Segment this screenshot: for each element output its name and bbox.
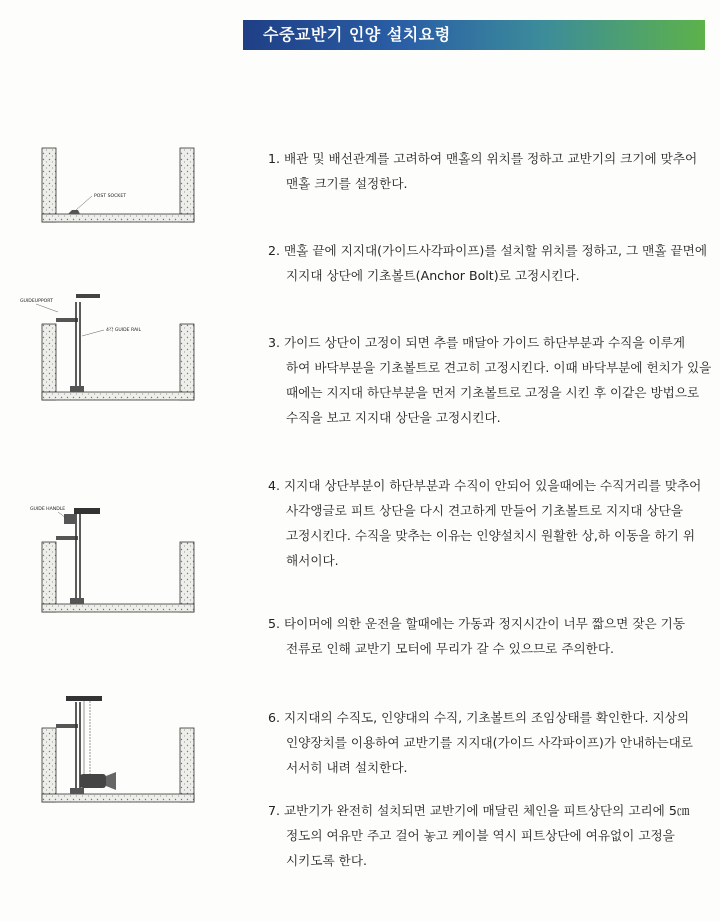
step-line: 하여 바닥부분을 기초볼트로 견고히 고정시킨다. 이때 바닥부분에 헌치가 있을	[286, 360, 712, 375]
diagram-guide-handle	[18, 500, 203, 620]
step-line: 지지대 상단에 기초볼트(Anchor Bolt)로 고정시킨다.	[286, 268, 580, 283]
step-2	[268, 238, 708, 288]
diagram-post-socket	[18, 140, 203, 230]
step-line: 서서히 내려 설치한다.	[286, 760, 408, 775]
step-line: 고정시킨다. 수직을 맞추는 이유는 인양설치시 원활한 상,하 이동을 하기 위	[286, 528, 696, 543]
step-line: 전류로 인해 교반기 모터에 무리가 갈 수 있으므로 주의한다.	[286, 641, 615, 656]
step-line: 2. 맨홀 끝에 지지대(가이드사각파이프)를 설치할 위치를 정하고, 그 맨홀 끝면에	[268, 243, 708, 258]
step-line: 3. 가이드 상단이 고정이 되면 추를 매달아 가이드 하단부분과 수직을 이루게	[268, 335, 686, 350]
step-4	[268, 473, 700, 573]
page-title: 수중교반기 인양 설치요령	[263, 25, 451, 44]
step-line: 때에는 지지대 하단부분을 먼저 기초볼트로 고정을 시킨 후 이같은 방법으로	[286, 385, 700, 400]
step-line: 1. 배관 및 배선관계를 고려하여 맨홀의 위치를 정하고 교반기의 크기에 맞추어	[268, 151, 698, 166]
step-line: 수직을 보고 지지대 상단을 고정시킨다.	[286, 410, 501, 425]
step-1	[268, 146, 700, 196]
guide-rail-label: 4각 GUIDE RAIL	[106, 328, 142, 333]
step-line: 인양장치를 이용하여 교반기를 지지대(가이드 사각파이프)가 안내하는대로	[286, 735, 693, 750]
step-7	[268, 798, 700, 873]
step-3	[268, 330, 712, 430]
guide-handle-label: GUIDE HANDLE	[30, 507, 66, 512]
step-line: 해서이다.	[286, 553, 339, 568]
step-line: 맨홀 크기를 설정한다.	[286, 176, 408, 191]
step-line: 정도의 여유만 주고 걸어 놓고 케이블 역시 피트상단에 여유없이 고정을	[286, 828, 675, 843]
step-line: 사각앵글로 피트 상단을 다시 견고하게 만들어 기초볼트로 지지대 상단을	[286, 503, 683, 518]
post-socket-label: POST SOCKET	[94, 194, 127, 199]
guide-support-label: GUIDEUPPORT	[20, 299, 53, 304]
step-line: 5. 타이머에 의한 운전을 할때에는 가동과 정지시간이 너무 짧으면 잦은 기동	[268, 616, 686, 631]
title-banner	[243, 20, 705, 50]
step-5	[268, 611, 700, 661]
step-line: 6. 지지대의 수직도, 인양대의 수직, 기초볼트의 조임상태를 확인한다. 지상의	[268, 710, 690, 725]
step-line: 시키도록 한다.	[286, 853, 367, 868]
step-line: 7. 교반기가 완전히 설치되면 교반기에 매달린 체인을 피트상단의 고리에 5㎝	[268, 803, 690, 818]
diagram-guide-rail	[18, 288, 203, 408]
diagram-mixer-installed	[18, 690, 203, 810]
step-line: 4. 지지대 상단부분이 하단부분과 수직이 안되어 있을때에는 수직거리를 맞추어	[268, 478, 702, 493]
step-6	[268, 705, 700, 780]
